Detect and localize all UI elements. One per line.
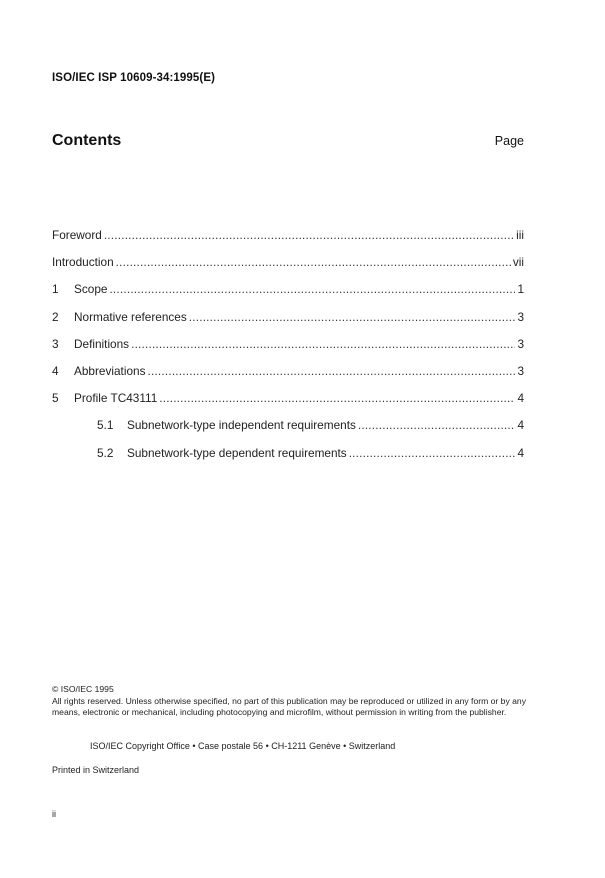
toc-entry-page: 3 [517,309,524,324]
toc-entry-number: 4 [52,363,59,378]
rights-notice: All rights reserved. Unless otherwise specified, no part of this publication may be reproduced or utilized in any form or by any means, electronic or mechanical, including photocopying and microfilm, without permission in writing from the publisher. [52,695,526,717]
toc-entry-scope[interactable] [52,282,524,309]
toc-entry-number: 5 [52,391,59,406]
toc-entry-number: 5.1 [97,418,114,433]
toc-entry-subnetwork-independent[interactable] [52,418,524,445]
toc-entry-number: 1 [52,282,59,297]
page-number: ii [52,809,56,819]
toc-entry-number: 5.2 [97,445,114,460]
toc-entry-page: vii [512,255,524,270]
page-column-label: Page [494,134,524,148]
toc-leader-dots [131,337,515,351]
toc-entry-page: 4 [517,418,524,433]
toc-entry-abbreviations[interactable] [52,364,524,391]
toc-entry-title: Introduction [52,255,114,270]
toc-leader-dots [109,282,515,296]
toc-entry-title: Subnetwork-type independent requirements [127,418,356,433]
toc-leader-dots [159,391,515,405]
toc-entry-subnetwork-dependent[interactable] [52,446,524,473]
toc-entry-definitions[interactable] [52,337,524,364]
toc-entry-page: 4 [517,445,524,460]
toc-leader-dots [349,446,516,460]
table-of-contents [52,228,524,473]
toc-entry-page: 3 [517,363,524,378]
toc-entry-title: Profile TC43111 [74,391,158,406]
toc-entry-number: 2 [52,309,59,324]
toc-entry-page: 3 [517,336,524,351]
toc-entry-title: Scope [74,282,108,297]
toc-entry-profile[interactable] [52,391,524,418]
toc-entry-title: Abbreviations [74,363,146,378]
toc-entry-page: iii [516,228,524,242]
toc-leader-dots [116,255,511,269]
toc-leader-dots [358,418,516,432]
toc-entry-title: Foreword [52,228,102,242]
document-id: ISO/IEC ISP 10609-34:1995(E) [52,72,216,84]
toc-entry-title: Normative references [74,309,187,324]
toc-leader-dots [147,364,515,378]
toc-entry-page: 1 [517,282,524,297]
toc-leader-dots [189,310,516,324]
copyright-office-address: ISO/IEC Copyright Office • Case postale 56 • CH-1211 Genève • Switzerland [90,741,396,751]
copyright-line: © ISO/IEC 1995 [52,684,114,694]
toc-entry-introduction[interactable] [52,255,524,282]
toc-entry-number: 3 [52,336,59,351]
contents-title: Contents [52,132,122,149]
toc-leader-dots [104,228,514,242]
toc-entry-page: 4 [517,391,524,406]
toc-entry-foreword[interactable] [52,228,524,255]
copyright-block [52,684,526,719]
toc-entry-title: Definitions [74,336,130,351]
toc-entry-normative-references[interactable] [52,310,524,337]
toc-entry-title: Subnetwork-type dependent requirements [127,445,347,460]
printed-in-note: Printed in Switzerland [52,765,140,775]
